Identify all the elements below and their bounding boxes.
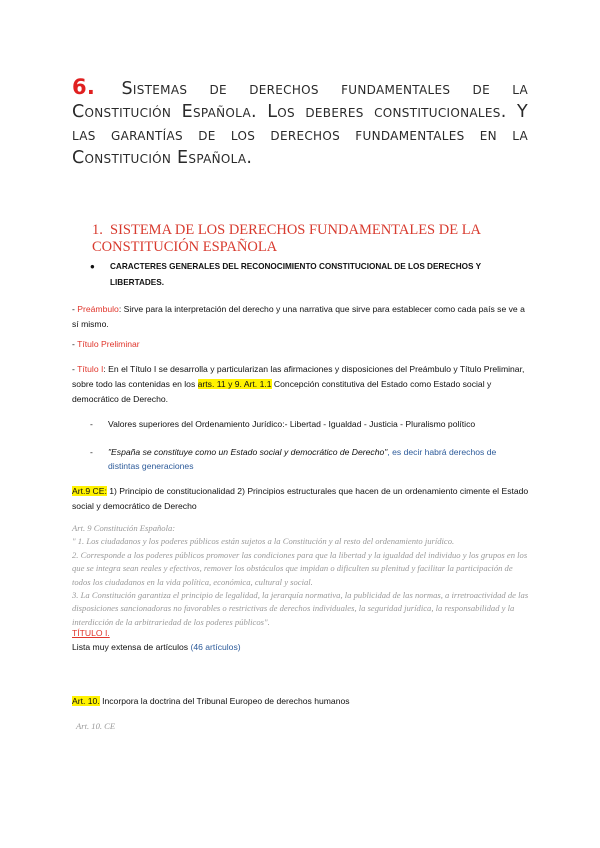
section-heading [92, 222, 492, 256]
articles-highlight: arts. 11 y 9. Art. 1.1 [197, 379, 272, 389]
section-heading-text: SISTEMA DE LOS DERECHOS FUNDAMENTALES DE LA CONSTITUCIÓN ESPAÑOLA [92, 222, 481, 255]
valores-text: Valores superiores del Ordenamiento Jurídico:- Libertad - Igualdad - Justicia - Pluralismo político [108, 419, 476, 429]
titulo-i-heading: TÍTULO I. [72, 628, 110, 638]
subsection-bullet [90, 259, 530, 291]
section-number: 1. [92, 222, 103, 238]
dash: - [72, 364, 75, 374]
preambulo-paragraph [72, 302, 532, 332]
art9-highlight: Art.9 CE: [72, 486, 107, 496]
art10-paragraph [72, 694, 532, 709]
titulo-i-label: Título I [77, 364, 104, 374]
titulo-preliminar-paragraph [72, 337, 532, 352]
titulo-i-text: : En el Título I se desarrolla y particularizan las afirmaciones y disposiciones del Preámbulo y Título Preliminar, sobre todo las contenidas en los [72, 364, 525, 389]
articles-count: (46 artículos) [190, 642, 241, 652]
lista-text: Lista muy extensa de artículos [72, 642, 191, 652]
art9-quote-heading: Art. 9 Constitución Española: [72, 523, 176, 533]
estado-social-list-item [90, 445, 530, 473]
generaciones-text: , es decir habrá derechos de distintas generaciones [108, 447, 497, 471]
dash: - [90, 447, 93, 457]
dash: - [90, 419, 93, 429]
title-number: 6. [72, 75, 96, 99]
bullet-icon: ● [90, 262, 95, 271]
art9-text: 1) Principio de constitucionalidad 2) Principios estructurales que hacen de un ordenamiento cimente el Estado social y democrático de Derecho [72, 486, 529, 511]
dash: - [72, 304, 75, 314]
title-text: Sistemas de derechos fundamentales de la Constitución Española. Los deberes constitucionales. Y las garantías de los derechos fundamentales en la Constitución Española. [72, 79, 528, 168]
valores-list-item [90, 417, 530, 431]
titulo-i-paragraph [72, 362, 532, 407]
art10-ce-reference: Art. 10. CE [76, 721, 116, 731]
titulo-i-text-end: Concepción constitutiva del Estado como Estado social y democrático de Derecho. [72, 379, 492, 404]
art9-quote-p1: " 1. Los ciudadanos y los poderes públicos están sujetos a la Constitución y al resto del ordenamiento jurídico. [72, 536, 455, 547]
art9-quote-p3: 3. La Constitución garantiza el principio de legalidad, la jerarquía normativa, la publicidad de las normas, a irretroactividad de las disposiciones sancionadoras no favorables o restrictivas de derechos individuales, la seguridad jurídica, la responsabilidad y la interdicción de la arbitrariedad de los poderes públicos". [72, 590, 529, 627]
art9-quote-p2: 2. Corresponde a los poderes públicos promover las condiciones para que la libertad y la igualdad del individuo y los grupos en los que se integra sean reales y efectivos, remover los obstáculos que impidan o dificulten su plenitud y facilitar la participación de todos los ciudadanos en la vida política, económica, cultural y social. [72, 549, 528, 587]
preambulo-text: : Sirve para la interpretación del derecho y una narrativa que sirve para establecer como cada país se ve a sí mismo. [72, 304, 525, 329]
art9-paragraph [72, 484, 532, 514]
art10-text: Incorpora la doctrina del Tribunal Europeo de derechos humanos [99, 696, 350, 706]
preambulo-label: Preámbulo [77, 304, 119, 314]
estado-social-text [108, 445, 530, 473]
quote-text: "España se constituye como un Estado social y democrático de Derecho" [108, 447, 388, 457]
dash: - [72, 339, 75, 349]
subsection-heading: CARACTERES GENERALES DEL RECONOCIMIENTO CONSTITUCIONAL DE LOS DERECHOS Y LIBERTADES. [110, 262, 481, 287]
titulo-preliminar-label: Título Preliminar [77, 339, 140, 349]
page-title [72, 76, 528, 170]
lista-paragraph [72, 640, 532, 655]
art10-highlight: Art. 10. [72, 696, 100, 706]
art9-quote [72, 522, 532, 629]
